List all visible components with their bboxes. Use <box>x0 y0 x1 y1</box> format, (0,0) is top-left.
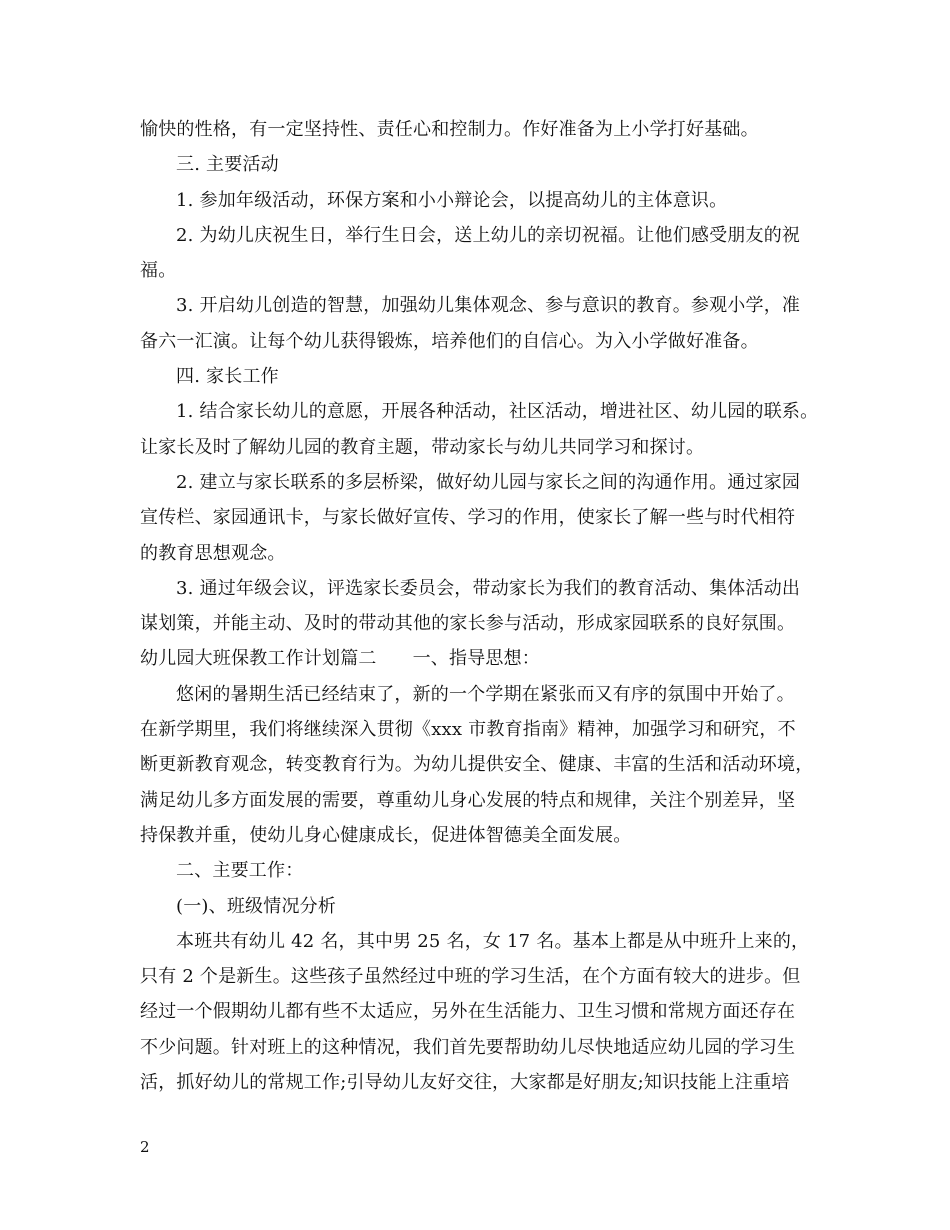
page-number: 2 <box>140 1138 150 1156</box>
paragraph-line: 经过一个假期幼儿都有些不太适应，另外在生活能力、卫生习惯和常规方面还存在 <box>140 1001 796 1023</box>
paragraph-line: 本班共有幼儿 42 名，其中男 25 名，女 17 名。基本上都是从中班升上来的， <box>176 930 810 952</box>
list-item: 3. 开启幼儿创造的智慧，加强幼儿集体观念、参与意识的教育。参观小学，准 <box>176 295 801 317</box>
paragraph-line: 不少问题。针对班上的这种情况，我们首先要帮助幼儿尽快地适应幼儿园的学习生 <box>140 1036 796 1058</box>
paragraph-line: 满足幼儿多方面发展的需要，尊重幼儿身心发展的特点和规律，关注个别差异，坚 <box>140 789 796 811</box>
document-body <box>140 112 820 1100</box>
paragraph-line: 断更新教育观念，转变教育行为。为幼儿提供安全、健康、丰富的生活和活动环境， <box>140 754 814 776</box>
paragraph-line: 福。 <box>140 260 177 282</box>
list-item: 1. 结合家长幼儿的意愿，开展各种活动，社区活动，增进社区、幼儿园的联系。 <box>176 401 819 423</box>
paragraph-line: 活，抓好幼儿的常规工作;引导幼儿友好交往，大家都是好朋友;知识技能上注重培 <box>140 1072 790 1094</box>
list-item: 2. 建立与家长联系的多层桥梁，做好幼儿园与家长之间的沟通作用。通过家园 <box>176 471 801 493</box>
paragraph-line: 的教育思想观念。 <box>140 542 286 564</box>
paragraph-line: 备六一汇演。让每个幼儿获得锻炼，培养他们的自信心。为入小学做好准备。 <box>140 330 759 352</box>
subsection-heading: (一)、班级情况分析 <box>176 895 337 917</box>
paragraph-line: 谋划策，并能主动、及时的带动其他的家长参与活动，形成家园联系的良好氛围。 <box>140 613 796 635</box>
section-heading: 三. 主要活动 <box>176 154 279 176</box>
section-heading: 四. 家长工作 <box>176 366 279 388</box>
section-heading: 二、主要工作： <box>176 860 304 882</box>
paragraph-line: 悠闲的暑期生活已经结束了，新的一个学期在紧张而又有序的氛围中开始了。 <box>176 683 795 705</box>
list-item: 3. 通过年级会议，评选家长委员会，带动家长为我们的教育活动、集体活动出 <box>176 577 801 599</box>
list-item: 2. 为幼儿庆祝生日，举行生日会，送上幼儿的亲切祝福。让他们感受朋友的祝 <box>176 224 801 246</box>
paragraph-line: 在新学期里，我们将继续深入贯彻《xxx 市教育指南》精神，加强学习和研究，不 <box>140 719 796 741</box>
paragraph-line: 宣传栏、家园通讯卡，与家长做好宣传、学习的作用，使家长了解一些与时代相符 <box>140 507 796 529</box>
section-heading: 一、指导思想： <box>412 648 541 670</box>
article-title: 幼儿园大班保教工作计划篇二 <box>140 648 377 670</box>
article-title-line <box>140 641 820 676</box>
paragraph-line: 持保教并重，使幼儿身心健康成长，促进体智德美全面发展。 <box>140 824 632 846</box>
paragraph-line: 让家长及时了解幼儿园的教育主题，带动家长与幼儿共同学习和探讨。 <box>140 436 705 458</box>
paragraph-line: 愉快的性格，有一定坚持性、责任心和控制力。作好准备为上小学打好基础。 <box>140 119 759 140</box>
paragraph-line: 只有 2 个是新生。这些孩子虽然经过中班的学习生活，在个方面有较大的进步。但 <box>140 966 801 988</box>
list-item: 1. 参加年级活动，环保方案和小小辩论会，以提高幼儿的主体意识。 <box>176 189 728 211</box>
